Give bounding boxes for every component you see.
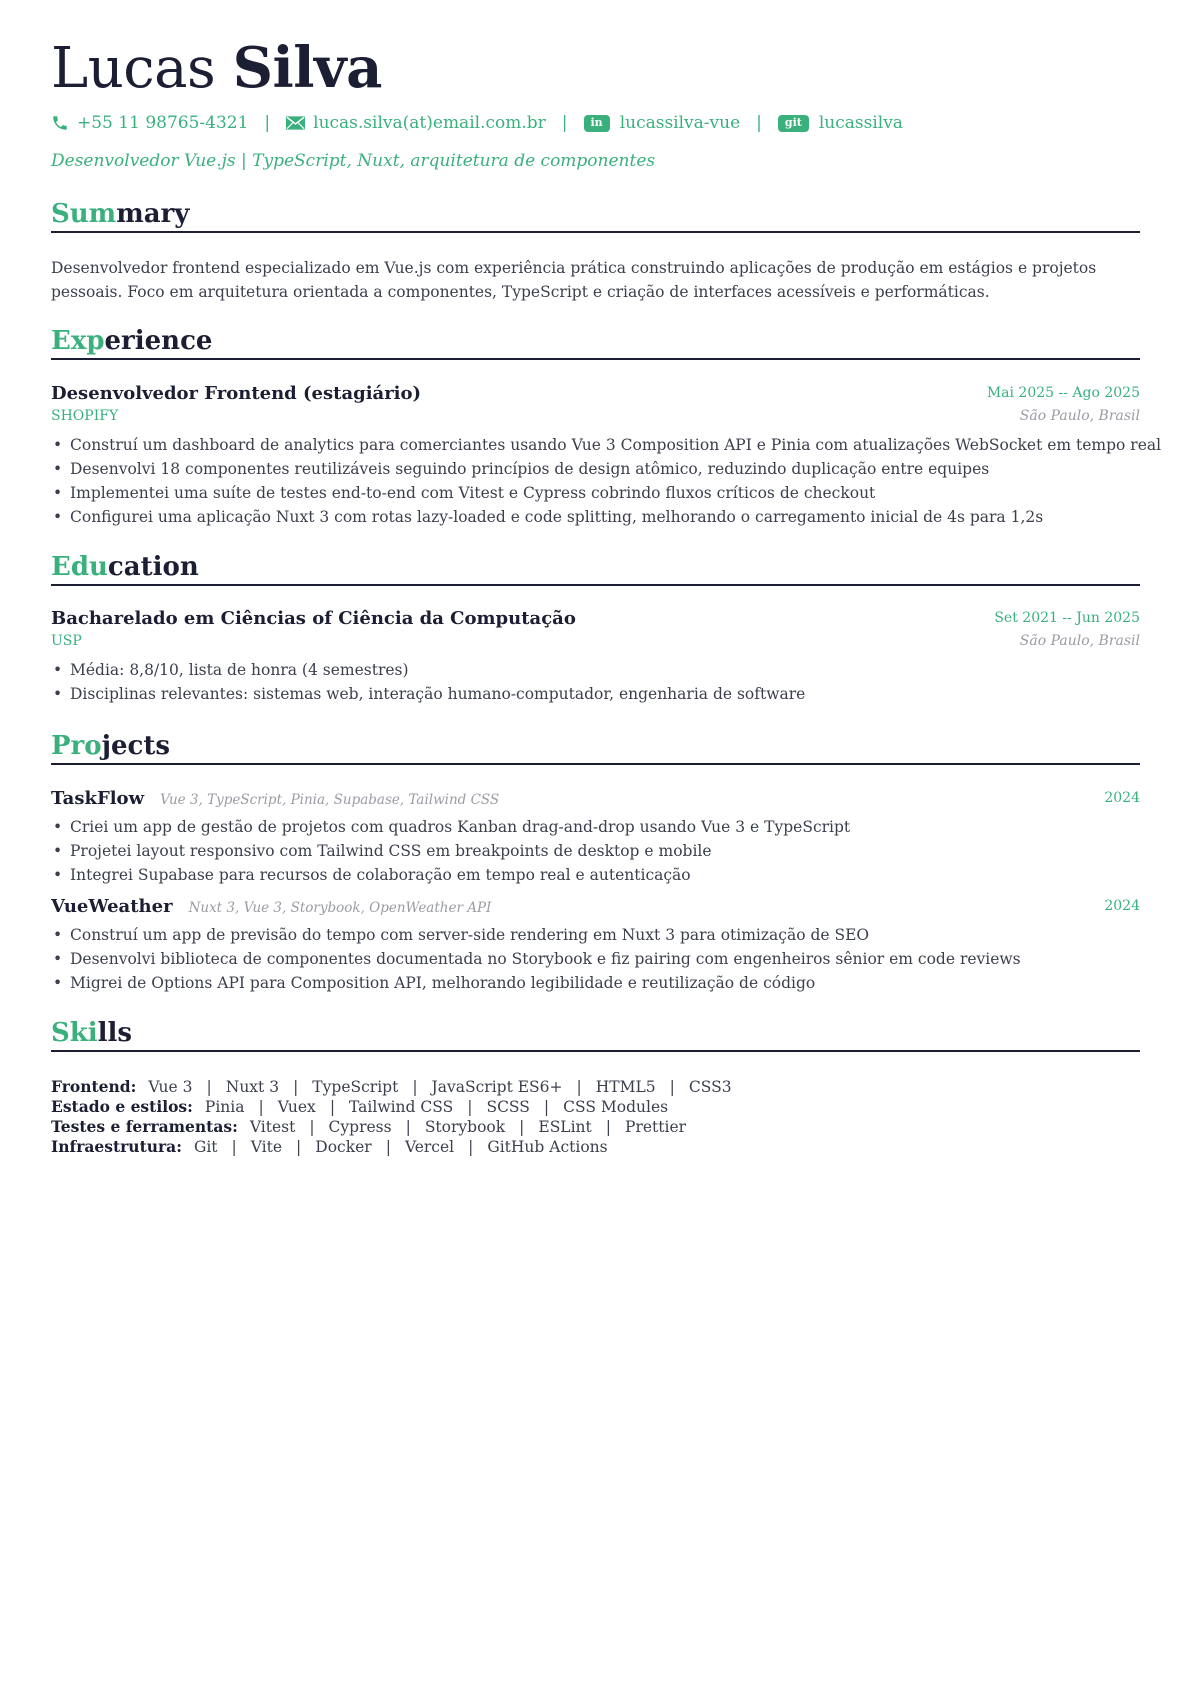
skill-row — [51, 1097, 1140, 1117]
skill-item: Cypress — [328, 1118, 392, 1136]
list-item: • Construí um app de previsão do tempo com server-side rendering em Nuxt 3 para otimização de SEO — [51, 923, 1140, 947]
skill-separator: | — [385, 1138, 391, 1156]
linkedin-handle: lucassilva-vue — [619, 113, 741, 133]
list-item: • Construí um dashboard de analytics para comerciantes usando Vue 3 Composition API e Pinia com atualizações WebSocket em tempo real — [51, 433, 1140, 457]
skill-separator: | — [605, 1118, 612, 1136]
job-location: São Paulo, Brasil — [1019, 408, 1140, 424]
title-rest: lls — [97, 1018, 133, 1048]
skill-separator: | — [293, 1078, 299, 1096]
summary-text: Desenvolvedor frontend especializado em Vue.js com experiência prática construindo aplicações de produção em estágios e projetos pessoais. Foco em arquitetura orientada a componentes, TypeScript e criação de interfaces acessíveis e performáticas. — [51, 259, 1097, 301]
company-name: SHOPIFY — [51, 408, 119, 424]
list-item: • Implementei uma suíte de testes end-to-end com Vitest e Cypress cobrindo fluxos críticos de checkout — [51, 481, 1140, 505]
skill-item: JavaScript ES6+ — [431, 1078, 563, 1096]
skills-list — [51, 1077, 1140, 1157]
skill-separator: | — [231, 1138, 237, 1156]
list-item: • Desenvolvi 18 componentes reutilizáveis seguindo princípios de design atômico, reduzindo duplicação entre equipes — [51, 457, 1140, 481]
skill-item: Vitest — [249, 1118, 296, 1136]
skill-row — [51, 1137, 1140, 1157]
section-title-skills — [51, 1018, 1140, 1052]
title-rest: cation — [107, 552, 199, 582]
list-item: • Média: 8,8/10, lista de honra (4 semestres) — [51, 658, 1140, 682]
tagline: Desenvolvedor Vue.js | TypeScript, Nuxt, arquitetura de componentes — [51, 151, 656, 171]
project-year: 2024 — [1104, 898, 1140, 914]
project-stack: Nuxt 3, Vue 3, Storybook, OpenWeather API — [188, 900, 492, 916]
title-accent: Exp — [51, 326, 105, 356]
contact-phone[interactable] — [51, 113, 248, 133]
project-name: TaskFlow — [51, 788, 145, 809]
list-item: • Integrei Supabase para recursos de colaboração em tempo real e autenticação — [51, 863, 1140, 887]
skill-separator: | — [669, 1078, 675, 1096]
skill-category: Frontend: — [51, 1077, 137, 1096]
skill-category: Infraestrutura: — [51, 1137, 182, 1156]
skill-separator: | — [329, 1098, 336, 1116]
section-title-summary — [51, 199, 1140, 233]
project-bullets — [51, 815, 1140, 887]
school-name: USP — [51, 633, 82, 649]
experience-bullets — [51, 433, 1162, 529]
title-rest: mary — [116, 199, 190, 229]
skill-separator: | — [576, 1078, 582, 1096]
phone-number: +55 11 98765-4321 — [77, 113, 249, 133]
project-year: 2024 — [1104, 790, 1140, 806]
envelope-icon — [286, 116, 305, 130]
contact-separator: | — [264, 113, 271, 133]
education-bullets — [51, 658, 1140, 706]
education-dates: Set 2021 -- Jun 2025 — [994, 610, 1140, 626]
linkedin-icon: in — [584, 115, 610, 132]
section-title-projects — [51, 731, 1140, 765]
skill-row — [51, 1077, 1140, 1097]
last-name: Silva — [232, 35, 382, 101]
job-dates: Mai 2025 -- Ago 2025 — [986, 385, 1140, 401]
contact-bar — [51, 113, 903, 133]
list-item: • Projetei layout responsivo com Tailwind CSS em breakpoints de desktop e mobile — [51, 839, 1140, 863]
title-rest: erience — [104, 326, 213, 356]
github-icon: git — [778, 115, 809, 132]
skill-item: SCSS — [486, 1098, 530, 1116]
skill-category: Testes e ferramentas: — [51, 1117, 238, 1136]
title-accent: Ski — [51, 1018, 98, 1048]
title-rest: jects — [101, 731, 171, 761]
skill-item: Vue 3 — [148, 1078, 193, 1096]
skill-item: Tailwind CSS — [349, 1098, 454, 1116]
project-entry — [51, 896, 1140, 917]
skill-item: Docker — [315, 1138, 372, 1156]
project-name: VueWeather — [51, 896, 173, 917]
list-item: • Disciplinas relevantes: sistemas web, interação humano-computador, engenharia de software — [51, 682, 1140, 706]
contact-email[interactable] — [286, 113, 546, 133]
skill-item: Git — [193, 1138, 218, 1156]
skill-row — [51, 1117, 1140, 1137]
job-title: Desenvolvedor Frontend (estagiário) — [51, 383, 422, 404]
education-location: São Paulo, Brasil — [1019, 633, 1140, 649]
skill-category: Estado e estilos: — [51, 1097, 193, 1116]
skill-separator: | — [468, 1138, 474, 1156]
project-bullets — [51, 923, 1140, 995]
first-name: Lucas — [51, 36, 216, 101]
email-address: lucas.silva(at)email.com.br — [313, 113, 546, 133]
skill-item: Vercel — [404, 1138, 455, 1156]
skill-separator: | — [206, 1078, 212, 1096]
skill-item: Nuxt 3 — [225, 1078, 280, 1096]
project-heading — [51, 896, 1140, 917]
skill-separator: | — [412, 1078, 418, 1096]
skill-item: CSS Modules — [563, 1098, 669, 1116]
skill-separator: | — [519, 1118, 525, 1136]
experience-entry — [51, 383, 1140, 424]
skill-separator: | — [405, 1118, 411, 1136]
github-handle: lucassilva — [818, 113, 903, 133]
skill-separator: | — [543, 1098, 550, 1116]
candidate-name — [51, 36, 382, 101]
skill-item: Storybook — [424, 1118, 506, 1136]
contact-separator: | — [561, 113, 568, 133]
section-title-experience — [51, 326, 1140, 360]
skill-item: Vite — [250, 1138, 283, 1156]
skill-separator: | — [258, 1098, 264, 1116]
skill-item: Prettier — [625, 1118, 687, 1136]
skill-separator: | — [296, 1138, 302, 1156]
skill-item: Vuex — [277, 1098, 316, 1116]
phone-icon — [51, 114, 69, 132]
project-heading — [51, 788, 1140, 809]
skill-item: ESLint — [538, 1118, 592, 1136]
skill-item: CSS3 — [688, 1078, 732, 1096]
skill-item: HTML5 — [595, 1078, 656, 1096]
list-item: • Desenvolvi biblioteca de componentes documentada no Storybook e fiz pairing com engenheiros sênior em code reviews — [51, 947, 1140, 971]
project-stack: Vue 3, TypeScript, Pinia, Supabase, Tailwind CSS — [160, 792, 500, 808]
list-item: • Criei um app de gestão de projetos com quadros Kanban drag-and-drop usando Vue 3 e TypeScript — [51, 815, 1140, 839]
project-entry — [51, 788, 1140, 809]
title-accent: Edu — [51, 552, 108, 582]
title-accent: Sum — [51, 199, 117, 229]
section-title-education — [51, 552, 1140, 586]
contact-linkedin[interactable] — [584, 113, 741, 133]
contact-github[interactable] — [778, 113, 903, 133]
title-accent: Pro — [51, 731, 102, 761]
skill-separator: | — [309, 1118, 315, 1136]
list-item: • Configurei uma aplicação Nuxt 3 com rotas lazy-loaded e code splitting, melhorando o carregamento inicial de 4s para 1,2s — [51, 505, 1140, 529]
degree-title: Bacharelado em Ciências of Ciência da Computação — [51, 608, 576, 629]
skill-item: GitHub Actions — [487, 1138, 608, 1156]
skill-item: Pinia — [204, 1098, 245, 1116]
skill-separator: | — [467, 1098, 473, 1116]
skill-item: TypeScript — [312, 1078, 399, 1096]
contact-separator: | — [756, 113, 762, 133]
education-entry — [51, 608, 1140, 649]
list-item: • Migrei de Options API para Composition API, melhorando legibilidade e reutilização de código — [51, 971, 1140, 995]
